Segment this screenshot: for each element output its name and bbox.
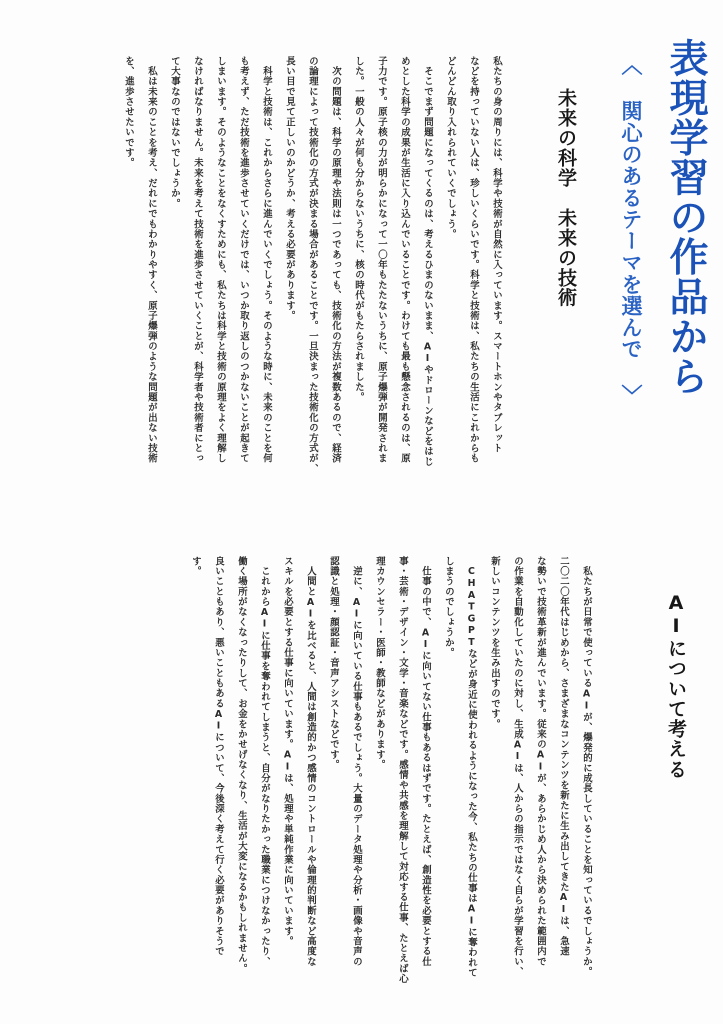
section1-body-column: 子力です。原子核の力が明らかになって一〇年もたたないうちに、原子爆弾が開発されま (376, 56, 387, 464)
section2-body-column: 仕事の中で、AIに向いてない仕事もあるはずです。たとえば、創造性を必要とする仕 (420, 556, 431, 967)
section2-body-column: 事・芸術・デザイン・文学・音楽などです。感情や共感を理解して対応する仕事、たとえば心 (397, 556, 408, 984)
section1-body-column: 私たちの身の周りには、科学や技術が自然に入っています。スマートホンやタブレット (491, 56, 502, 454)
section1-body-column: を、進歩させたいです。 (123, 56, 134, 169)
section2-body-column: 人間とAIを比べると、人間は創造的かつ感情のコントロールや倫理的判断など高度な (305, 556, 316, 967)
section1-body-column: した。一般の人々が何も分からないうちに、核の時代がもたらされました。 (353, 56, 364, 403)
section2-body-column: 新しいコンテンツを生み出すのです。 (489, 556, 500, 730)
section1-body-column: も考えず、ただ技術を進歩させていくだけでは、いつか取り返しのつかないことが起きて (238, 56, 249, 464)
section2-body-column: 逆に、AIに向いている仕事もあるでしょう。大量のデータ処理や分析・画像や音声の (351, 556, 362, 967)
section2-body-column: 働く場所がなくなったりして、お金をかせげなくなり、生活が大変になるかもしれません。 (236, 556, 247, 974)
section1-body-column: 次の問題は、科学の原理や法則は一つであっても、技術化の方法が複数あるので、経済 (330, 56, 341, 464)
section2-body-column: しまうのでしょうか。 (443, 556, 454, 658)
section1-body-column: の論理によって技術化の方式が決まる場合があることです。一旦決まった技術化の方式が、 (307, 56, 318, 474)
section1-body-column: めとした科学の成果が生活に入り込んでいることです。わけても最も懸念されるのは、原 (399, 56, 410, 464)
section-heading-future-science: 未来の科学 未来の技術 (555, 88, 577, 308)
section2-body-column: な勢いで技術革新が進んでいます。従来のAIが、あらかじめ人から決められた範囲内で (535, 556, 546, 967)
section1-body-column: しまいます。そのようなことをなくすためにも、私たちは科学と技術の原理をよく理解し (215, 56, 226, 464)
section2-body-column: の作業を自動化していたのに対し、生成AIは、人からの指示ではなく自らが学習を行い、 (512, 556, 523, 977)
section2-body-column: 良いこともあり、悪いこともあるAIについて、今後深く考えて行く必要がありそうで (213, 556, 224, 957)
section1-body-column: 私は未来のことを考え、だれにでもわかりやすく、原子爆弾のような問題が出ない技術 (146, 56, 157, 464)
section2-body-column: 理カウンセラー・医師・教師などがあります。 (374, 556, 385, 770)
document-sub-title: 〈 関心のあるテーマを選んで 〉 (619, 54, 643, 407)
section2-body-column: スキルを必要とする仕事に向いています。AIは、処理や単純作業に向いています。 (282, 556, 293, 947)
section1-body-column: 長い目で見て正しいのかどうか、考える必要があります。 (284, 56, 295, 321)
section1-body-column: 科学と技術は、これからさらに進んでいくでしょう。そのような時に、未来のことを何 (261, 56, 272, 464)
section2-body-column: 私たちが日常で使っているAIが、爆発的に成長していることを知っているでしょうか。 (581, 556, 592, 977)
section2-body-column: これからAIに仕事を奪われてしまうと、自分がなりたかった職業につけなかったり、 (259, 556, 270, 967)
section-heading-about-ai: AIについて考える (665, 592, 687, 780)
section2-body-column: 認識と処理・顔認証・音声アシストなどです。 (328, 556, 339, 770)
section2-body-column: す。 (190, 556, 201, 577)
section1-body-column: なければなりません。未来を考えて技術を進歩させていくことが、科学者や技術者にとっ (192, 56, 203, 464)
section1-body-column: て大事なのではないでしょうか。 (169, 56, 180, 209)
section1-body-column: どんどん取り入れられていくでしょう。 (445, 56, 456, 240)
document-main-title: 表現学習の作品から (663, 38, 708, 397)
section2-body-column: CHATGPTなどが身近に使われるようになった今、私たちの仕事はAIに奪われて (466, 556, 477, 979)
section2-body-column: 二〇二〇年代はじめから、さまざまなコンテンツを新たに生み出してきたAIは、急速 (558, 556, 569, 957)
section1-body-column: そこでまず問題になってくるのは、考えるひまのないまま、AIやドローンなどをはじ (422, 56, 433, 467)
section1-body-column: などを持っていない人は、珍しいくらいです。科学と技術は、私たちの生活にこれからも (468, 56, 479, 464)
